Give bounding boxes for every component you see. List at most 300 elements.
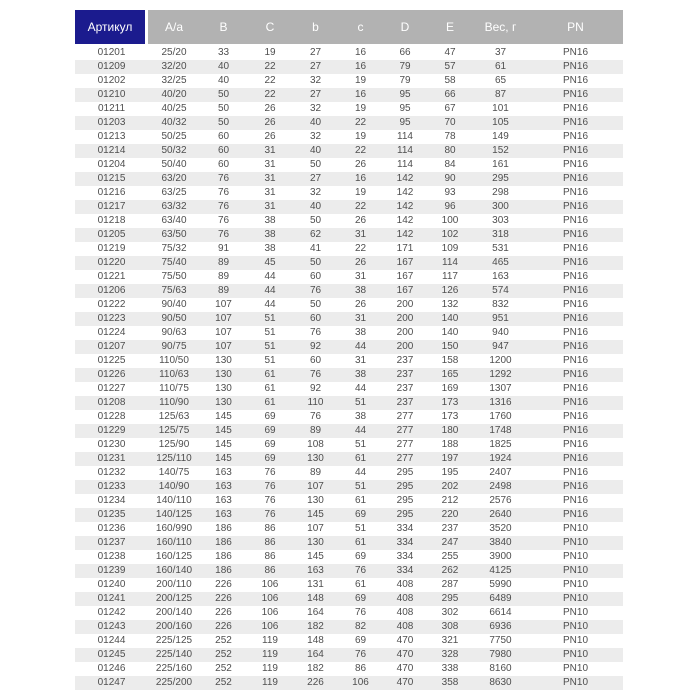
table-row [75,480,623,494]
cell-b-cap: 186 [200,564,247,578]
cell-e-cap: 78 [427,130,473,144]
cell-a-over-a: 140/75 [148,466,200,480]
cell-e-cap: 195 [427,466,473,480]
table-row [75,578,623,592]
cell-d-cap: 95 [383,116,427,130]
cell-weight: 2640 [473,508,528,522]
table-row [75,242,623,256]
cell-pn: PN16 [528,284,623,298]
cell-c-cap: 26 [247,102,293,116]
cell-a-over-a: 63/50 [148,228,200,242]
cell-article: 01216 [75,186,148,200]
cell-article: 01224 [75,326,148,340]
cell-c-cap: 51 [247,340,293,354]
cell-pn: PN16 [528,144,623,158]
table-row [75,200,623,214]
cell-b-small: 32 [293,102,338,116]
cell-weight: 2407 [473,466,528,480]
cell-a-over-a: 32/20 [148,60,200,74]
cell-c-cap: 76 [247,466,293,480]
cell-e-cap: 247 [427,536,473,550]
cell-pn: PN10 [528,578,623,592]
cell-b-cap: 76 [200,200,247,214]
table-row [75,60,623,74]
cell-c-small: 69 [338,550,383,564]
cell-c-small: 76 [338,564,383,578]
cell-weight: 2498 [473,480,528,494]
cell-a-over-a: 110/63 [148,368,200,382]
cell-pn: PN16 [528,228,623,242]
cell-b-small: 163 [293,564,338,578]
cell-article: 01235 [75,508,148,522]
cell-b-cap: 226 [200,578,247,592]
cell-b-cap: 60 [200,130,247,144]
cell-c-small: 26 [338,158,383,172]
cell-e-cap: 126 [427,284,473,298]
cell-d-cap: 408 [383,592,427,606]
cell-a-over-a: 63/32 [148,200,200,214]
cell-a-over-a: 32/25 [148,74,200,88]
cell-c-small: 38 [338,410,383,424]
cell-article: 01239 [75,564,148,578]
table-row [75,74,623,88]
cell-d-cap: 142 [383,186,427,200]
cell-article: 01225 [75,354,148,368]
column-header-article: Артикул [75,10,148,46]
cell-weight: 149 [473,130,528,144]
cell-weight: 7750 [473,634,528,648]
cell-d-cap: 142 [383,214,427,228]
cell-pn: PN16 [528,466,623,480]
cell-b-cap: 107 [200,326,247,340]
cell-c-cap: 69 [247,424,293,438]
cell-e-cap: 132 [427,298,473,312]
cell-c-cap: 61 [247,382,293,396]
cell-pn: PN16 [528,340,623,354]
cell-b-cap: 252 [200,662,247,676]
cell-c-cap: 22 [247,60,293,74]
cell-weight: 4125 [473,564,528,578]
table-header [75,10,623,46]
cell-b-cap: 89 [200,270,247,284]
cell-d-cap: 277 [383,410,427,424]
table-row [75,550,623,564]
cell-d-cap: 408 [383,578,427,592]
table-row [75,340,623,354]
cell-article: 01207 [75,340,148,354]
cell-a-over-a: 225/125 [148,634,200,648]
cell-b-cap: 107 [200,340,247,354]
cell-a-over-a: 40/25 [148,102,200,116]
cell-c-small: 44 [338,340,383,354]
cell-pn: PN16 [528,158,623,172]
cell-pn: PN16 [528,354,623,368]
cell-d-cap: 200 [383,312,427,326]
cell-b-cap: 130 [200,368,247,382]
cell-c-cap: 119 [247,662,293,676]
cell-c-small: 51 [338,480,383,494]
cell-d-cap: 66 [383,46,427,60]
cell-c-small: 44 [338,424,383,438]
cell-c-cap: 86 [247,550,293,564]
cell-a-over-a: 90/63 [148,326,200,340]
table-row [75,284,623,298]
cell-pn: PN10 [528,676,623,690]
cell-c-cap: 38 [247,214,293,228]
cell-e-cap: 150 [427,340,473,354]
cell-b-cap: 130 [200,382,247,396]
table-row [75,46,623,60]
cell-b-small: 60 [293,312,338,326]
cell-pn: PN10 [528,620,623,634]
cell-c-cap: 106 [247,606,293,620]
cell-e-cap: 84 [427,158,473,172]
cell-c-small: 19 [338,130,383,144]
cell-pn: PN16 [528,186,623,200]
cell-c-cap: 76 [247,494,293,508]
cell-c-small: 69 [338,634,383,648]
cell-e-cap: 180 [427,424,473,438]
cell-weight: 1307 [473,382,528,396]
cell-d-cap: 295 [383,466,427,480]
cell-d-cap: 334 [383,522,427,536]
cell-c-cap: 119 [247,634,293,648]
cell-c-cap: 76 [247,480,293,494]
table-row [75,298,623,312]
cell-b-cap: 226 [200,606,247,620]
cell-pn: PN10 [528,522,623,536]
cell-c-cap: 86 [247,536,293,550]
cell-b-small: 148 [293,634,338,648]
cell-c-cap: 86 [247,564,293,578]
cell-a-over-a: 125/75 [148,424,200,438]
cell-b-cap: 91 [200,242,247,256]
column-header-c-small: c [338,10,383,46]
cell-c-small: 19 [338,102,383,116]
cell-b-small: 27 [293,60,338,74]
cell-a-over-a: 160/125 [148,550,200,564]
cell-e-cap: 117 [427,270,473,284]
cell-c-cap: 51 [247,354,293,368]
cell-article: 01227 [75,382,148,396]
cell-b-cap: 33 [200,46,247,60]
cell-pn: PN10 [528,606,623,620]
table-row [75,634,623,648]
cell-article: 01202 [75,74,148,88]
cell-pn: PN16 [528,74,623,88]
cell-c-cap: 31 [247,144,293,158]
cell-a-over-a: 125/110 [148,452,200,466]
cell-pn: PN10 [528,648,623,662]
table-row [75,256,623,270]
cell-d-cap: 171 [383,242,427,256]
cell-pn: PN16 [528,270,623,284]
cell-article: 01219 [75,242,148,256]
cell-e-cap: 57 [427,60,473,74]
table-row [75,564,623,578]
cell-a-over-a: 75/63 [148,284,200,298]
cell-article: 01201 [75,46,148,60]
cell-e-cap: 80 [427,144,473,158]
cell-a-over-a: 225/200 [148,676,200,690]
cell-b-small: 182 [293,662,338,676]
cell-pn: PN16 [528,130,623,144]
table-row [75,452,623,466]
cell-weight: 1924 [473,452,528,466]
cell-weight: 87 [473,88,528,102]
cell-c-cap: 69 [247,452,293,466]
cell-b-cap: 76 [200,214,247,228]
cell-c-small: 82 [338,620,383,634]
cell-b-small: 130 [293,536,338,550]
cell-article: 01236 [75,522,148,536]
cell-c-small: 38 [338,284,383,298]
cell-weight: 1748 [473,424,528,438]
column-header-b-small: b [293,10,338,46]
cell-b-small: 89 [293,466,338,480]
cell-article: 01246 [75,662,148,676]
cell-a-over-a: 40/32 [148,116,200,130]
cell-e-cap: 202 [427,480,473,494]
cell-b-cap: 226 [200,620,247,634]
cell-b-cap: 89 [200,284,247,298]
cell-d-cap: 408 [383,606,427,620]
table-row [75,368,623,382]
cell-weight: 531 [473,242,528,256]
cell-c-small: 76 [338,606,383,620]
cell-b-cap: 252 [200,634,247,648]
cell-pn: PN16 [528,116,623,130]
table-row [75,424,623,438]
cell-d-cap: 277 [383,438,427,452]
cell-weight: 152 [473,144,528,158]
cell-article: 01240 [75,578,148,592]
cell-a-over-a: 50/32 [148,144,200,158]
cell-a-over-a: 40/20 [148,88,200,102]
cell-c-small: 19 [338,74,383,88]
table-row [75,676,623,690]
cell-weight: 300 [473,200,528,214]
cell-b-cap: 145 [200,452,247,466]
cell-b-cap: 163 [200,480,247,494]
cell-e-cap: 70 [427,116,473,130]
cell-e-cap: 109 [427,242,473,256]
cell-article: 01223 [75,312,148,326]
cell-pn: PN10 [528,662,623,676]
cell-article: 01217 [75,200,148,214]
cell-b-small: 76 [293,326,338,340]
cell-article: 01234 [75,494,148,508]
cell-pn: PN16 [528,312,623,326]
cell-pn: PN16 [528,410,623,424]
cell-b-cap: 145 [200,410,247,424]
cell-pn: PN16 [528,438,623,452]
cell-b-small: 32 [293,74,338,88]
cell-b-small: 76 [293,284,338,298]
cell-b-small: 92 [293,340,338,354]
cell-c-small: 38 [338,326,383,340]
cell-c-small: 44 [338,382,383,396]
table-row [75,536,623,550]
cell-b-small: 27 [293,172,338,186]
cell-weight: 3900 [473,550,528,564]
cell-b-small: 60 [293,270,338,284]
cell-d-cap: 95 [383,102,427,116]
cell-b-small: 164 [293,606,338,620]
cell-b-small: 32 [293,186,338,200]
cell-weight: 3840 [473,536,528,550]
cell-c-small: 16 [338,172,383,186]
cell-c-cap: 76 [247,508,293,522]
cell-e-cap: 308 [427,620,473,634]
cell-c-cap: 69 [247,438,293,452]
cell-b-cap: 40 [200,60,247,74]
cell-article: 01243 [75,620,148,634]
table-row [75,186,623,200]
cell-b-small: 92 [293,382,338,396]
cell-b-small: 145 [293,550,338,564]
table-row [75,382,623,396]
cell-c-small: 16 [338,46,383,60]
cell-c-small: 31 [338,312,383,326]
cell-b-small: 50 [293,298,338,312]
cell-article: 01229 [75,424,148,438]
cell-e-cap: 66 [427,88,473,102]
cell-c-small: 16 [338,60,383,74]
cell-weight: 8630 [473,676,528,690]
column-header-weight: Вес, г [473,10,528,46]
cell-d-cap: 470 [383,676,427,690]
cell-b-small: 164 [293,648,338,662]
cell-b-cap: 60 [200,158,247,172]
cell-e-cap: 262 [427,564,473,578]
cell-b-cap: 252 [200,648,247,662]
cell-c-cap: 31 [247,158,293,172]
cell-a-over-a: 110/90 [148,396,200,410]
cell-c-small: 22 [338,116,383,130]
cell-b-small: 40 [293,116,338,130]
cell-d-cap: 334 [383,536,427,550]
cell-b-small: 32 [293,130,338,144]
cell-c-cap: 45 [247,256,293,270]
cell-c-small: 51 [338,396,383,410]
dimensions-table [75,10,623,690]
table-row [75,396,623,410]
cell-weight: 5990 [473,578,528,592]
cell-a-over-a: 50/25 [148,130,200,144]
cell-a-over-a: 25/20 [148,46,200,60]
cell-d-cap: 334 [383,550,427,564]
cell-article: 01228 [75,410,148,424]
cell-article: 01226 [75,368,148,382]
cell-weight: 1316 [473,396,528,410]
cell-article: 01222 [75,298,148,312]
cell-pn: PN16 [528,368,623,382]
cell-article: 01208 [75,396,148,410]
cell-d-cap: 470 [383,634,427,648]
cell-c-cap: 69 [247,410,293,424]
cell-article: 01209 [75,60,148,74]
table-row [75,648,623,662]
cell-c-cap: 119 [247,676,293,690]
cell-b-cap: 163 [200,466,247,480]
cell-b-small: 50 [293,158,338,172]
cell-weight: 8160 [473,662,528,676]
cell-b-cap: 50 [200,88,247,102]
cell-c-cap: 31 [247,172,293,186]
cell-pn: PN10 [528,536,623,550]
cell-pn: PN16 [528,256,623,270]
cell-pn: PN10 [528,634,623,648]
cell-b-cap: 130 [200,354,247,368]
cell-article: 01215 [75,172,148,186]
cell-e-cap: 90 [427,172,473,186]
cell-c-cap: 31 [247,186,293,200]
cell-weight: 318 [473,228,528,242]
cell-c-small: 19 [338,186,383,200]
column-header-e-cap: E [427,10,473,46]
cell-b-cap: 76 [200,186,247,200]
cell-b-cap: 186 [200,550,247,564]
cell-b-cap: 50 [200,116,247,130]
cell-weight: 101 [473,102,528,116]
cell-e-cap: 114 [427,256,473,270]
cell-b-small: 108 [293,438,338,452]
cell-b-small: 27 [293,88,338,102]
cell-weight: 61 [473,60,528,74]
cell-e-cap: 188 [427,438,473,452]
cell-weight: 832 [473,298,528,312]
table-row [75,508,623,522]
cell-e-cap: 197 [427,452,473,466]
cell-b-cap: 145 [200,438,247,452]
cell-weight: 105 [473,116,528,130]
cell-pn: PN16 [528,60,623,74]
cell-article: 01213 [75,130,148,144]
cell-e-cap: 102 [427,228,473,242]
table-row [75,158,623,172]
cell-pn: PN16 [528,480,623,494]
table-row [75,620,623,634]
cell-c-cap: 44 [247,284,293,298]
cell-d-cap: 200 [383,326,427,340]
cell-article: 01231 [75,452,148,466]
cell-article: 01241 [75,592,148,606]
cell-pn: PN16 [528,214,623,228]
cell-d-cap: 79 [383,74,427,88]
cell-article: 01242 [75,606,148,620]
cell-a-over-a: 75/32 [148,242,200,256]
cell-d-cap: 237 [383,396,427,410]
cell-b-small: 62 [293,228,338,242]
cell-b-small: 107 [293,522,338,536]
cell-weight: 161 [473,158,528,172]
cell-d-cap: 277 [383,424,427,438]
cell-a-over-a: 140/110 [148,494,200,508]
cell-a-over-a: 63/20 [148,172,200,186]
cell-b-cap: 163 [200,508,247,522]
cell-article: 01244 [75,634,148,648]
cell-weight: 3520 [473,522,528,536]
cell-article: 01203 [75,116,148,130]
cell-pn: PN16 [528,88,623,102]
cell-b-cap: 89 [200,256,247,270]
cell-d-cap: 237 [383,368,427,382]
cell-c-cap: 26 [247,116,293,130]
cell-b-small: 41 [293,242,338,256]
cell-b-cap: 76 [200,228,247,242]
cell-weight: 7980 [473,648,528,662]
